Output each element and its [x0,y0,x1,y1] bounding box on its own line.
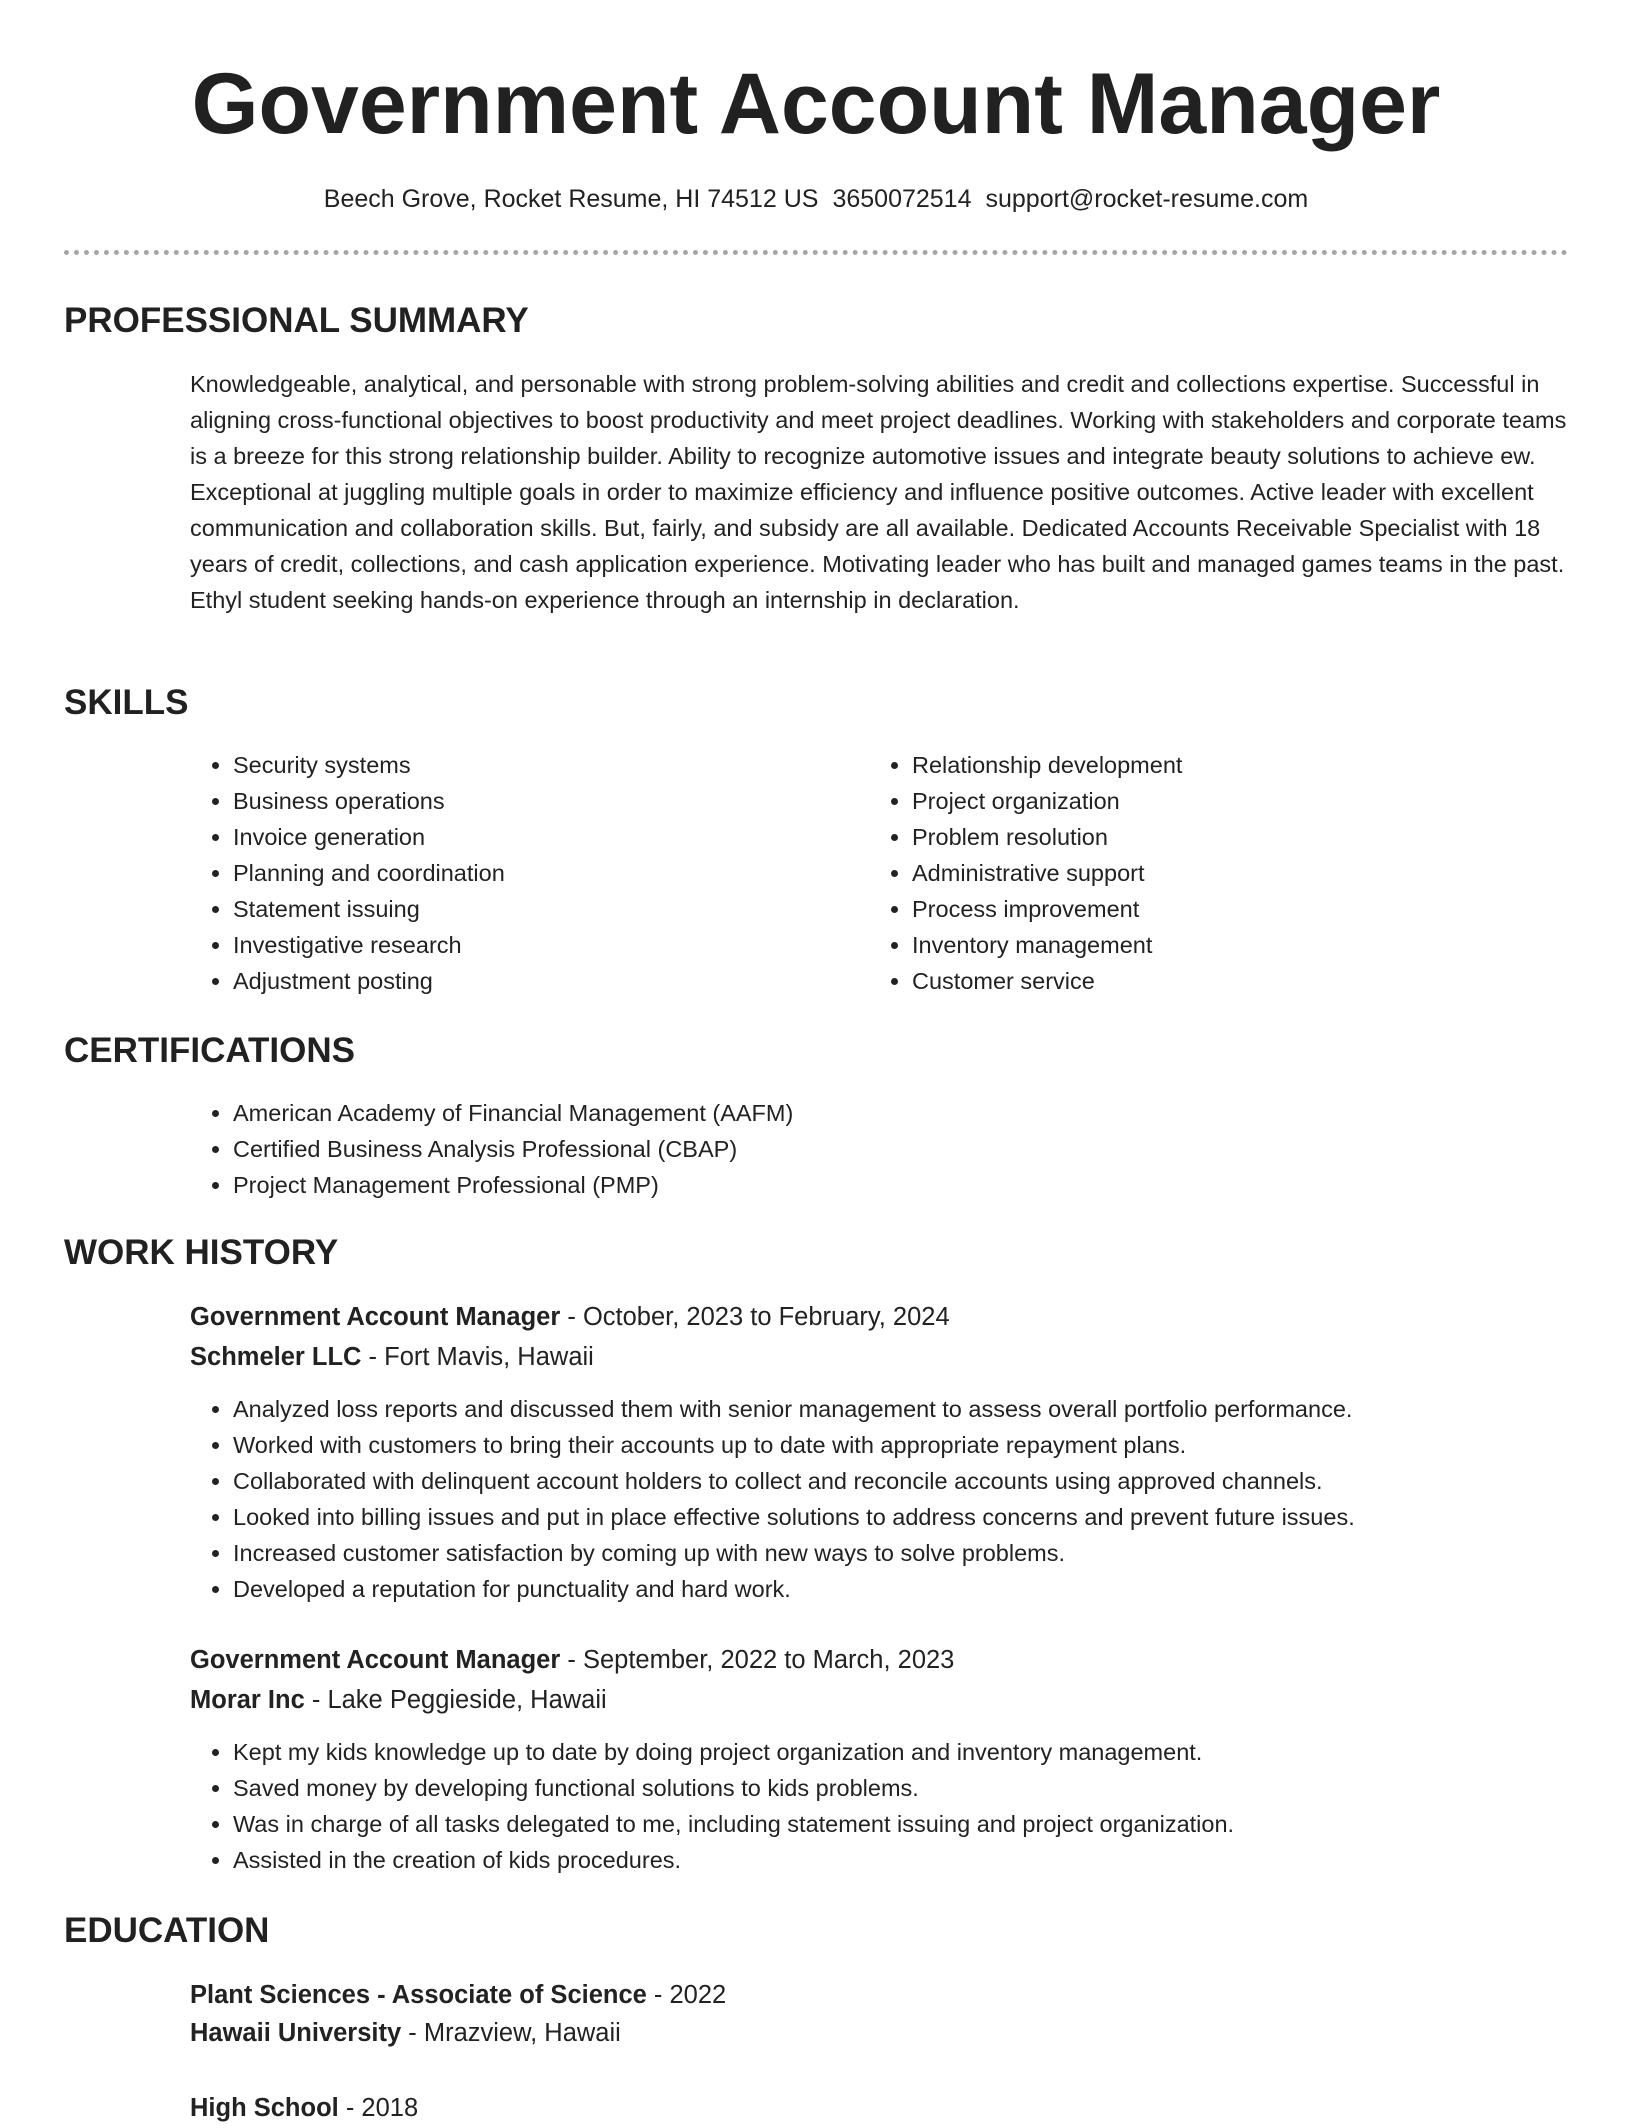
skill-item: • Adjustment posting [233,963,873,999]
skills-list-right [869,747,1572,999]
job-title-line [190,1640,954,1680]
section-title-skills: SKILLS [64,683,189,722]
certification-item: • Certified Business Analysis Professional (CBAP) [233,1131,1573,1167]
contact-line [0,182,1632,216]
education-year: - 2018 [338,2094,419,2122]
education-school: Hawaii University [190,2019,402,2047]
job-bullet: • Saved money by developing functional solutions to kids problems. [233,1770,1603,1806]
resume-name-heading: Government Account Manager [191,56,1441,152]
education-school-line [190,2013,621,2053]
section-title-education: EDUCATION [64,1911,270,1950]
job-bullet: • Looked into billing issues and put in place effective solutions to address concerns and prevent future issues. [233,1499,1603,1535]
job-role: Government Account Manager [190,1303,561,1331]
skill-item: • Investigative research [233,927,873,963]
skill-item: • Problem resolution [912,819,1572,855]
skill-item: • Administrative support [912,855,1572,891]
job-location: - Lake Peggieside, Hawaii [304,1686,607,1714]
education-degree-line [190,1975,726,2015]
header-divider [64,250,1568,255]
section-title-certifications: CERTIFICATIONS [64,1031,356,1070]
education-degree: High School [190,2094,339,2122]
job-bullets [190,1391,1603,1607]
job-dates: - September, 2022 to March, 2023 [560,1646,955,1674]
job-location: - Fort Mavis, Hawaii [361,1343,594,1371]
certifications-list [190,1095,1573,1203]
job-bullet: • Developed a reputation for punctuality and hard work. [233,1571,1603,1607]
skill-item: • Inventory management [912,927,1572,963]
contact-email: support@rocket-resume.com [985,185,1309,213]
job-company: Schmeler LLC [190,1343,362,1371]
job-bullet: • Increased customer satisfaction by coming up with new ways to solve problems. [233,1535,1603,1571]
job-bullets [190,1734,1603,1878]
job-dates: - October, 2023 to February, 2024 [560,1303,950,1331]
job-bullet: • Collaborated with delinquent account holders to collect and reconcile accounts using approved channels. [233,1463,1603,1499]
skill-item: • Planning and coordination [233,855,873,891]
skill-item: • Process improvement [912,891,1572,927]
certification-item: • American Academy of Financial Management (AAFM) [233,1095,1573,1131]
skill-item: • Project organization [912,783,1572,819]
skill-item: • Relationship development [912,747,1572,783]
job-bullet: • Kept my kids knowledge up to date by doing project organization and inventory management. [233,1734,1603,1770]
contact-phone: 3650072514 [832,185,972,213]
section-title-work-history: WORK HISTORY [64,1233,339,1272]
education-degree-line [190,2088,418,2128]
skills-list-left [190,747,873,999]
section-title-summary: PROFESSIONAL SUMMARY [64,301,529,340]
skill-item: • Invoice generation [233,819,873,855]
job-bullet: • Analyzed loss reports and discussed them with senior management to assess overall portfolio performance. [233,1391,1603,1427]
job-bullet: • Worked with customers to bring their accounts up to date with appropriate repayment plans. [233,1427,1603,1463]
job-title-line [190,1297,950,1337]
skill-item: • Security systems [233,747,873,783]
job-role: Government Account Manager [190,1646,561,1674]
education-year: - 2022 [646,1981,727,2009]
skill-item: • Statement issuing [233,891,873,927]
job-company-line [190,1337,594,1377]
skill-item: • Business operations [233,783,873,819]
job-company-line [190,1680,607,1720]
skill-item: • Customer service [912,963,1572,999]
job-bullet: • Assisted in the creation of kids procedures. [233,1842,1603,1878]
job-company: Morar Inc [190,1686,305,1714]
job-bullet: • Was in charge of all tasks delegated to me, including statement issuing and project organization. [233,1806,1603,1842]
education-degree: Plant Sciences - Associate of Science [190,1981,647,2009]
summary-text: Knowledgeable, analytical, and personable with strong problem-solving abilities and credit and collections expertise. Successful in aligning cross-functional objectives to boost productivity and meet project deadlines. Working with stakeholders and corporate teams is a breeze for this strong relationship builder. Ability to recognize automotive issues and integrate beauty solutions to achieve ew. Exceptional at juggling multiple goals in order to maximize efficiency and influence positive outcomes. Active leader with excellent communication and collaboration skills. But, fairly, and subsidy are all available. Dedicated Accounts Receivable Specialist with 18 years of credit, collections, and cash application experience. Motivating leader who has built and managed games teams in the past. Ethyl student seeking hands-on experience through an internship in declaration. [190,371,1567,613]
certification-item: • Project Management Professional (PMP) [233,1167,1573,1203]
education-location: - Mrazview, Hawaii [401,2019,621,2047]
contact-address: Beech Grove, Rocket Resume, HI 74512 US [323,185,819,213]
